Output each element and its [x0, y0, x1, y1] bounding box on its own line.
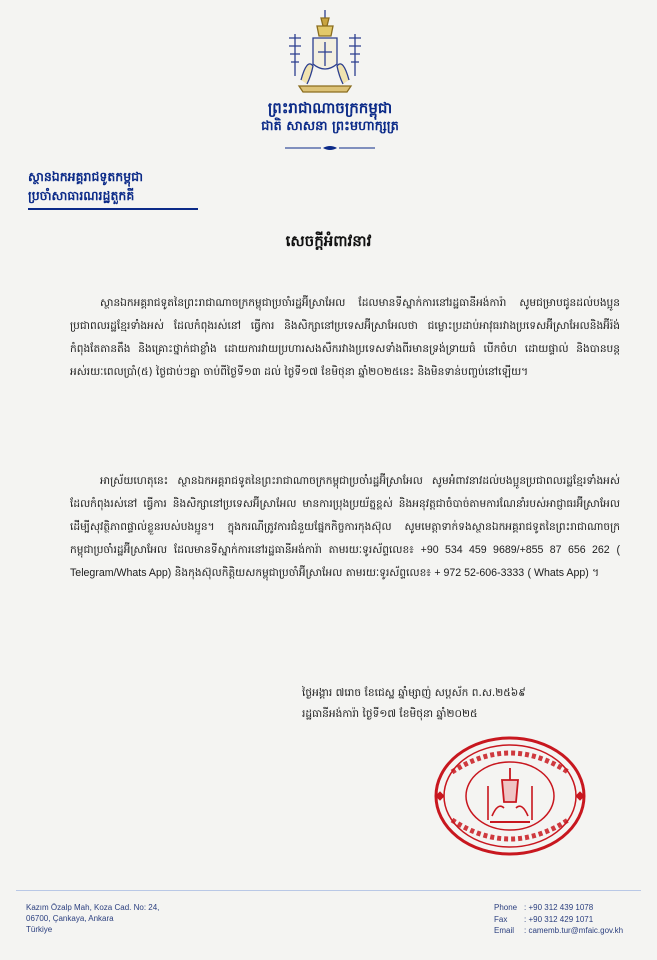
national-motto: ជាតិ សាសនា ព្រះមហាក្សត្រ	[261, 119, 399, 134]
kingdom-name: ព្រះរាជាណាចក្រកម្ពុជា	[267, 99, 393, 117]
fax-value: : +90 312 429 1071	[524, 914, 594, 924]
consul-phone-app: ( Whats App)	[527, 567, 589, 579]
email-value: : camemb.tur@mfaic.gov.kh	[524, 926, 624, 935]
address-line-3: Türkiye	[26, 925, 53, 934]
embassy-phone-apps: ( Telegram/Whats App)	[70, 544, 620, 579]
contact-phone	[494, 902, 623, 914]
consul-phone-number: + 972 52-606-3333	[434, 567, 525, 579]
document-title: សេចក្តីអំពាវនាវ	[285, 232, 372, 250]
body-paragraph-1	[70, 292, 620, 384]
divider-ornament-icon	[285, 145, 375, 151]
body-paragraph-2	[70, 470, 620, 585]
embassy-underline	[28, 208, 198, 210]
embassy-name: ស្ថានឯកអគ្គរាជទូតកម្ពុជា	[28, 169, 144, 184]
official-seal-icon	[430, 732, 590, 860]
phone-value: : +90 312 439 1078	[524, 903, 594, 912]
fax-label: Fax	[494, 914, 508, 924]
paragraph-2-consul: និងកុងស៊ុលកិត្តិយសកម្ពុជាប្រចាំអ៊ីស្រាអែល តាមរយៈទូរស័ព្ទលេខ៖	[174, 567, 431, 579]
footer-contacts	[494, 902, 623, 937]
kingdom-header	[230, 98, 430, 155]
paragraph-2-text	[70, 470, 620, 585]
footer-divider	[16, 890, 641, 891]
address-line-2: 06700, Çankaya, Ankara	[26, 914, 114, 923]
lunar-date: ថ្ងៃអង្គារ ៧រោច ខែជេស្ឋ ឆ្នាំម្សាញ់ សប្តស័ក ព.ស.២៥៦៩	[302, 687, 526, 699]
contact-fax	[494, 914, 623, 926]
address-line-1: Kazım Özalp Mah, Koza Cad. No: 24,	[26, 903, 160, 912]
embassy-country: ប្រចាំសាធារណរដ្ឋតួកគី	[28, 188, 135, 203]
embassy-phone-numbers: +90 534 459 9689/+855 87 656 262	[420, 544, 610, 556]
date-block	[302, 683, 622, 725]
footer-address	[26, 902, 159, 935]
embassy-header	[28, 167, 238, 210]
contact-email	[494, 925, 623, 937]
royal-crest-icon	[285, 6, 365, 98]
phone-label: Phone	[494, 903, 518, 912]
paragraph-2-end: ។	[592, 567, 600, 579]
email-label: Email	[494, 926, 515, 935]
gregorian-date: រដ្ឋធានីអង់ការ៉ា ថ្ងៃទី១៧ ខែមិថុនា ឆ្នាំ២០២៥	[302, 708, 478, 720]
paragraph-2-intro: អាស្រ័យហេតុនេះ ស្ថានឯកអគ្គរាជទូតនៃព្រះរាជាណាចក្រកម្ពុជាប្រចាំរដ្ឋអ៊ីស្រាអែល សូមអំពាវនាវដល់បងប្អូនប្រជាពលរដ្ឋខ្មែរទាំងអស់ដែលកំពុងរស់នៅ ធ្វើការ និងសិក្សានៅប្រទេសអ៊ីស្រាអែល មានការប្រុងប្រយ័ត្នខ្ពស់ និងអនុវត្តជាចំបាច់តាមការណែនាំរបស់អាជ្ញាធរអ៊ីស្រាអែល ដើម្បីសុវត្ថិភាពផ្ទាល់ខ្លួនរបស់បងប្អូន។ ក្នុងករណីត្រូវការជំនួយផ្នែកកិច្ចការកុងស៊ុល សូមមេត្តាទាក់ទងស្ថានឯកអគ្គរាជទូតនៃព្រះរាជាណាចក្រកម្ពុជាប្រចាំរដ្ឋអ៊ីស្រាអែល ដែលមានទីស្នាក់ការនៅរដ្ឋធានីអង់ការ៉ា តាមរយៈទូរស័ព្ទលេខ៖	[70, 475, 620, 556]
paragraph-1-text: ស្ថានឯកអគ្គរាជទូតនៃព្រះរាជាណាចក្រកម្ពុជាប្រចាំរដ្ឋអ៊ីស្រាអែល ដែលមានទីស្នាក់ការនៅរដ្ឋធានីអង់ការ៉ា សូមជម្រាបជូនដល់បងប្អូនប្រជាពលរដ្ឋខ្មែរទាំងអស់ ដែលកំពុងរស់នៅ ធ្វើការ និងសិក្សានៅប្រទេសអ៊ីស្រាអែលថា ជម្លោះប្រដាប់អាវុធរវាងប្រទេសអ៊ីស្រាអែលនិងអ៊ីរ៉ង់កំពុងតែតានតឹង និងគ្រោះថ្នាក់ជាខ្លាំង ដោយការវាយប្រហារសងសឹករវាងប្រទេសទាំងពីរមានទ្រង់ទ្រាយធំ បើកចំហ ដោយផ្ទាល់ និងបានបន្តអស់រយៈពេលប្រាំ(៥) ថ្ងៃជាប់ៗគ្នា ចាប់ពីថ្ងៃទី១៣ ដល់ ថ្ងៃទី១៧ ខែមិថុនា ឆ្នាំ២០២៥នេះ និងមិនទាន់បញ្ចប់នៅឡើយ។	[70, 297, 620, 378]
